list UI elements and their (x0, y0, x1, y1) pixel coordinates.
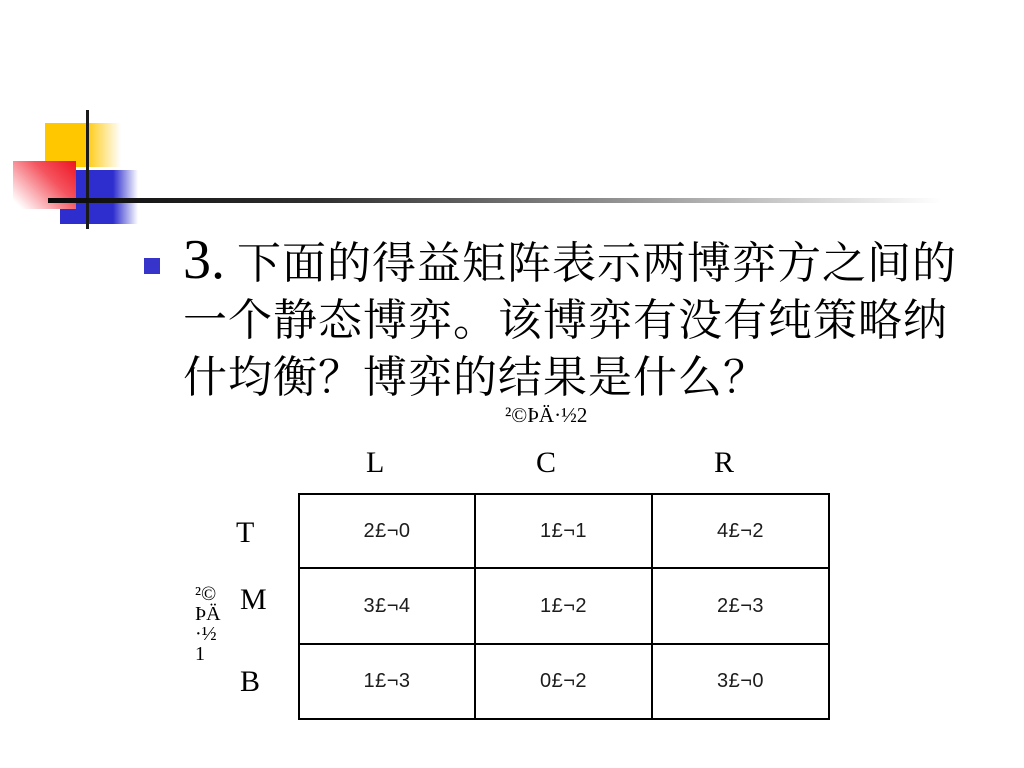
payoff-cell-T-C: 1£¬1 (475, 494, 652, 568)
table-row (299, 494, 829, 568)
player2-label: ²©ÞÄ·½2 (505, 403, 588, 427)
row-header-B: B (240, 665, 261, 698)
payoff-cell-B-L: 1£¬3 (299, 644, 475, 719)
payoff-cell-B-R: 3£¬0 (652, 644, 829, 719)
row-header-M: M (240, 583, 267, 616)
question-text (183, 229, 993, 406)
player1-label-line: 1 (195, 643, 205, 665)
row-header-T: T (236, 516, 255, 549)
table-row (299, 568, 829, 644)
decor-vertical-line (86, 110, 89, 229)
table-row (299, 644, 829, 719)
payoff-matrix-table (298, 493, 830, 720)
payoff-cell-M-R: 2£¬3 (652, 568, 829, 644)
col-header-R: R (714, 446, 735, 479)
question-line-3: 什均衡？博弈的结果是什么？ (183, 353, 768, 402)
col-header-C: C (536, 446, 557, 479)
col-header-L: L (366, 446, 385, 479)
payoff-cell-M-C: 1£¬2 (475, 568, 652, 644)
payoff-cell-T-R: 4£¬2 (652, 494, 829, 568)
bullet-square-icon (144, 258, 160, 274)
payoff-cell-T-L: 2£¬0 (299, 494, 475, 568)
player1-label (195, 584, 235, 664)
player1-label-line: ·½ (195, 623, 217, 645)
question-number: 3. (183, 229, 225, 291)
payoff-cell-M-L: 3£¬4 (299, 568, 475, 644)
question-line-2: 一个静态博弈。该博弈有没有纯策略纳 (183, 296, 948, 345)
player1-label-line: ²© (195, 583, 217, 605)
payoff-cell-B-C: 0£¬2 (475, 644, 652, 719)
decor-horizontal-rule (48, 198, 960, 203)
question-line-1: 3. 下面的得益矩阵表示两博弈方之间的 (183, 229, 957, 291)
player1-label-line: ÞÄ (195, 603, 221, 625)
